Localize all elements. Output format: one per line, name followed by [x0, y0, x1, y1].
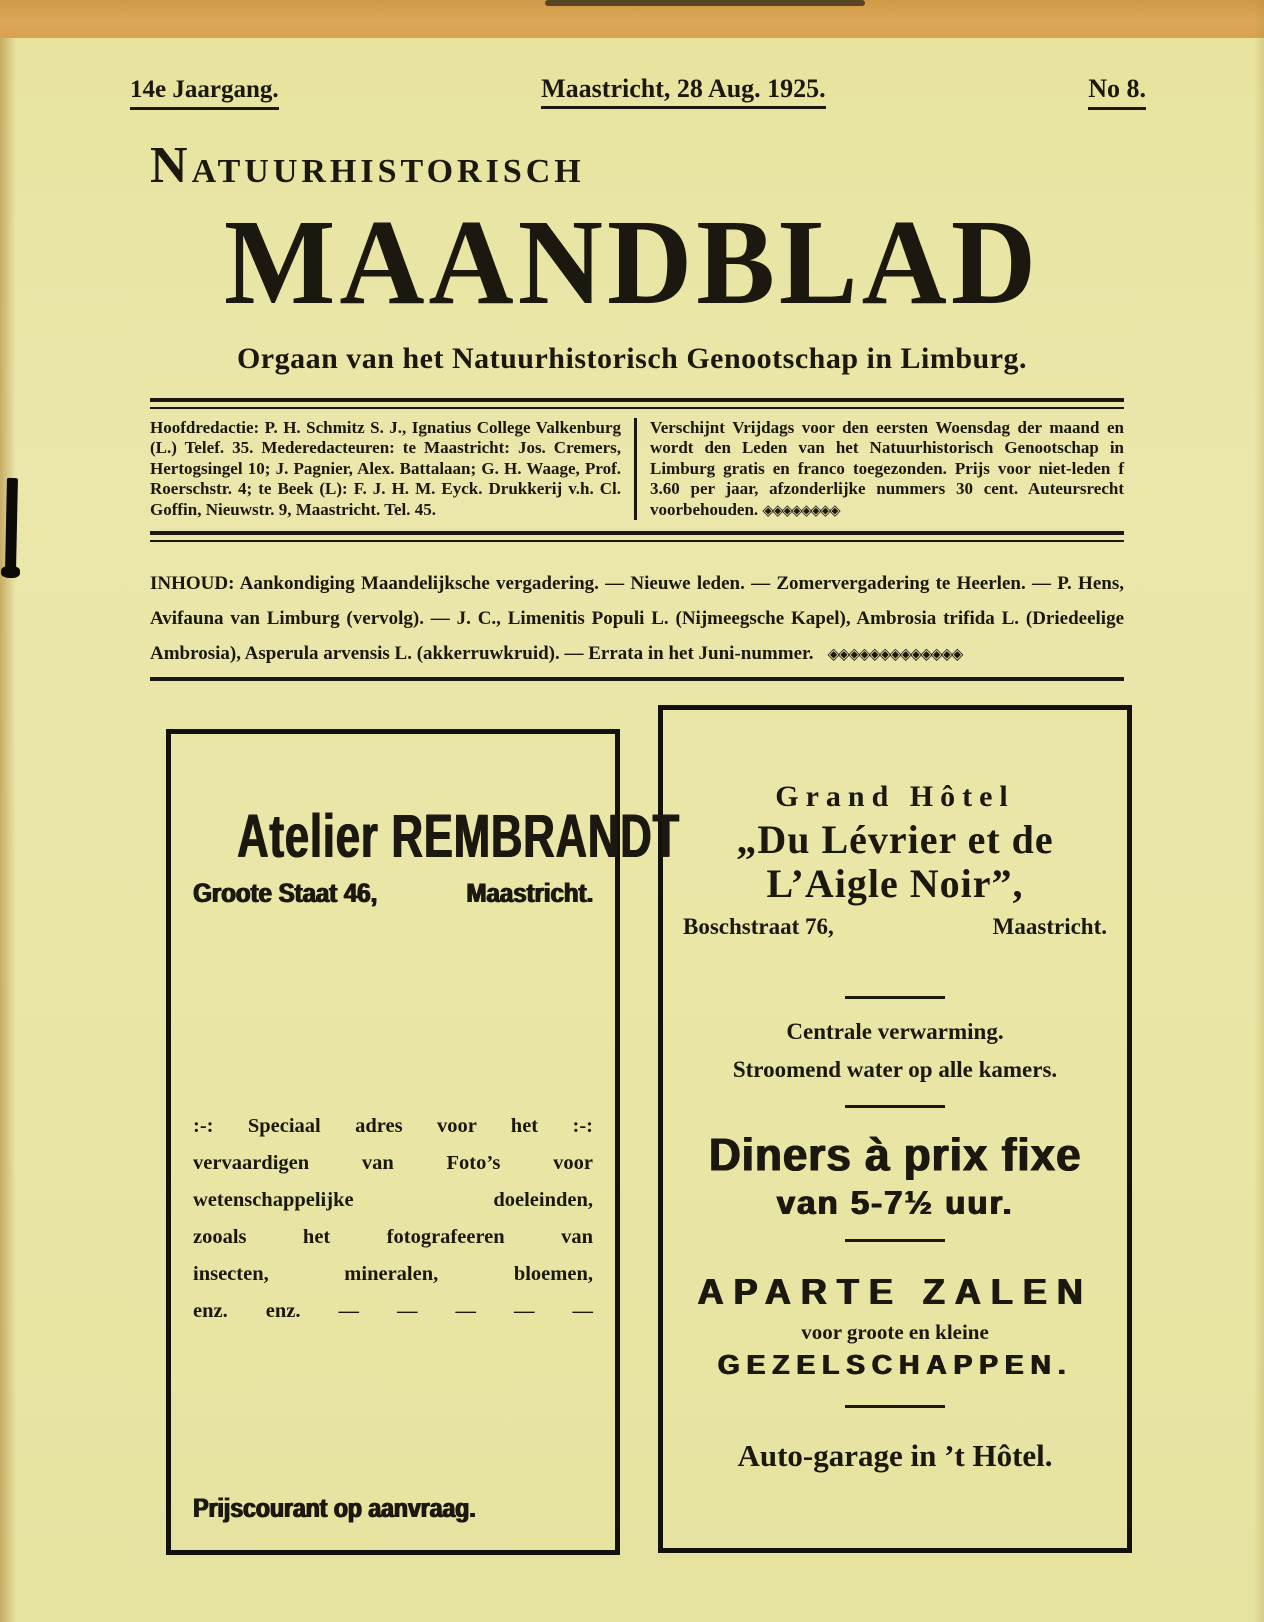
hotel-divider — [845, 1405, 945, 1408]
hotel-address-city: Maastricht. — [992, 914, 1107, 940]
ad-atelier-rembrandt — [166, 729, 680, 1555]
atelier-body-line: zooals het fotografeeren van — [193, 1226, 593, 1249]
hotel-rooms-line3: GEZELSCHAPPEN. — [717, 1349, 1073, 1381]
hotel-rooms-line1: APARTE ZALEN — [697, 1271, 1093, 1313]
inhoud-text: Aankondiging Maandelijksche vergadering. — Nieuwe leden. — Zomervergadering te Heerlen. — P. Hens, Avifauna van Limburg (vervolg). — J. C., Limenitis Populi L. (Nijmeegsche Kapel), Ambrosia trifida L. (Driedeelige Ambrosia), Asperula arvensis L. (akkerruwkruid). — Errata in het Juni-nummer. — [150, 572, 1124, 665]
contents-bottom-rule — [150, 677, 1124, 681]
double-rule-top — [150, 398, 1124, 409]
issue-number: No 8. — [1088, 74, 1146, 110]
double-rule-bottom — [150, 531, 1124, 542]
hotel-garage-line: Auto-garage in ’t Hôtel. — [737, 1438, 1053, 1474]
hotel-diners-line2: van 5-7½ uur. — [776, 1184, 1014, 1222]
hotel-name-line2: „Du Lévrier et de — [736, 817, 1054, 863]
hotel-divider — [845, 1239, 945, 1242]
diamond-ornament: ◈◈◈◈◈◈◈◈ — [762, 500, 839, 519]
atelier-body-line: :-: Speciaal adres voor het :-: — [193, 1115, 593, 1138]
atelier-body-line: vervaardigen van Foto’s voor — [193, 1152, 593, 1175]
hotel-address-row — [683, 914, 1107, 940]
diamond-ornament: ◈◈◈◈◈◈◈◈◈◈◈◈◈ — [827, 644, 962, 664]
hotel-feature-water: Stroomend water op alle kamers. — [732, 1057, 1058, 1083]
dateline: Maastricht, 28 Aug. 1925. — [541, 74, 826, 109]
hotel-feature-heating: Centrale verwarming. — [786, 1019, 1004, 1045]
atelier-address-street: Groote Staat 46, — [193, 878, 378, 909]
editorial-block — [150, 398, 1124, 542]
hotel-divider — [845, 996, 945, 999]
atelier-footer: Prijscourant op aanvraag. — [193, 1493, 476, 1524]
atelier-body — [193, 1108, 593, 1329]
hotel-name-line1: Grand Hôtel — [775, 780, 1015, 814]
subtitle: Orgaan van het Natuurhistorisch Genootschap in Limburg. — [236, 342, 1028, 375]
atelier-body-line: wetenschappelijke doeleinden, — [193, 1189, 593, 1212]
hotel-rooms-line2: voor groote en kleine — [801, 1320, 989, 1345]
page-title: MAANDBLAD — [223, 195, 1041, 330]
inhoud-label: INHOUD: — [150, 572, 240, 594]
series-title: NATUURHISTORISCH — [150, 137, 585, 194]
atelier-address-row — [193, 879, 593, 910]
masthead-row — [130, 74, 1146, 110]
atelier-body-line: insecten, mineralen, bloemen, — [193, 1262, 593, 1285]
editorial-columns — [150, 409, 1124, 531]
atelier-body-line: enz. enz. — — — — — — [193, 1299, 593, 1322]
editorial-right-text: Verschijnt Vrijdags voor den eersten Woensdag der maand en wordt den Leden van het Natuurhistorisch Genootschap in Limburg gratis en franco toegezonden. Prijs voor niet-leden f 3.60 per jaar, afzonderlijke nummers 30 cent. Auteursrecht voorbehouden. — [650, 418, 1124, 519]
advertisements-row — [166, 705, 1264, 1555]
table-of-contents — [150, 566, 1124, 671]
editorial-left-column: Hoofdredactie: P. H. Schmitz S. J., Ignatius College Valkenburg (L.) Telef. 35. Mederedacteuren: te Maastricht: Jos. Cremers, Hertogsingel 10; J. Pagnier, Alex. Battalaan; G. H. Waage, Prof. Roerschstr. 4; te Beek (L): F. J. H. M. Eyck. Drukkerij v.h. Cl. Goffin, Nieuwstr. 9, Maastricht. Tel. 45. — [150, 418, 637, 520]
hotel-diners-line1: Diners à prix fixe — [708, 1130, 1082, 1182]
hotel-divider — [845, 1105, 945, 1108]
dateline-wrap — [279, 74, 1089, 104]
edition-label: 14e Jaargang. — [130, 76, 279, 110]
editorial-right-column — [637, 418, 1124, 520]
atelier-address-city: Maastricht. — [466, 878, 593, 909]
ad-grand-hotel — [658, 705, 1132, 1553]
hotel-address-street: Boschstraat 76, — [683, 914, 834, 940]
atelier-title: Atelier REMBRANDT — [237, 801, 680, 871]
hotel-name-line3: L’Aigle Noir”, — [766, 861, 1024, 907]
